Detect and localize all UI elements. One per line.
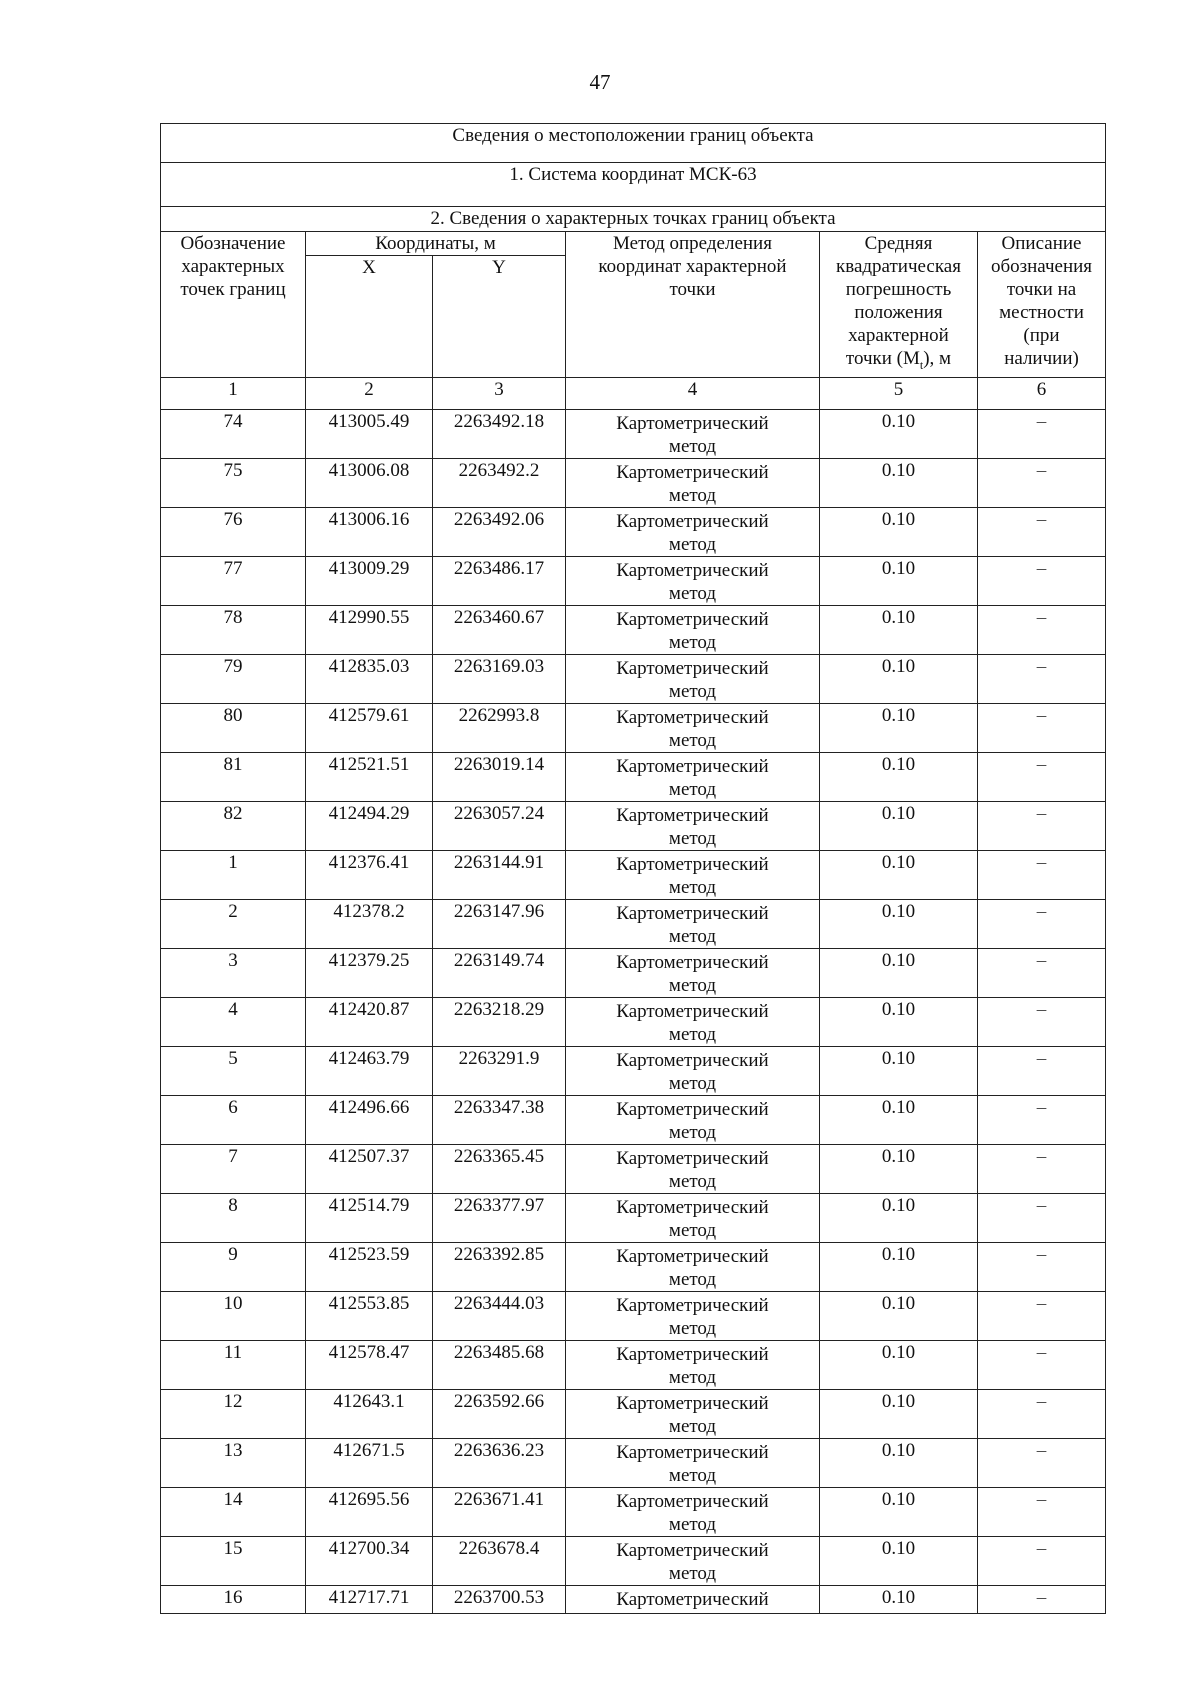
coord-x: 412523.59 [306, 1242, 433, 1291]
error: 0.10 [820, 801, 978, 850]
table-row [161, 507, 1106, 556]
points-title: 2. Сведения о характерных точках границ объекта [161, 207, 1106, 232]
description: – [978, 801, 1106, 850]
coord-x: 413009.29 [306, 556, 433, 605]
method: Картометрический метод [566, 1438, 820, 1487]
table-row [161, 752, 1106, 801]
description: – [978, 703, 1106, 752]
method: Картометрический метод [566, 1291, 820, 1340]
description: – [978, 899, 1106, 948]
point-number: 8 [161, 1193, 306, 1242]
column-number: 6 [978, 377, 1106, 409]
table-row [161, 1438, 1106, 1487]
method: Картометрический метод [566, 1193, 820, 1242]
error: 0.10 [820, 605, 978, 654]
method: Картометрический метод [566, 1487, 820, 1536]
coord-x: 412700.34 [306, 1536, 433, 1585]
column-number: 2 [306, 377, 433, 409]
table-row [161, 458, 1106, 507]
error: 0.10 [820, 1242, 978, 1291]
point-number: 76 [161, 507, 306, 556]
point-number: 80 [161, 703, 306, 752]
description: – [978, 605, 1106, 654]
table-title-row [161, 124, 1106, 163]
point-number: 78 [161, 605, 306, 654]
table-row [161, 1389, 1106, 1438]
column-number: 5 [820, 377, 978, 409]
coord-y: 2263147.96 [433, 899, 566, 948]
coord-x: 412514.79 [306, 1193, 433, 1242]
coord-x: 412671.5 [306, 1438, 433, 1487]
coord-y: 2263492.06 [433, 507, 566, 556]
table-row [161, 850, 1106, 899]
error: 0.10 [820, 1389, 978, 1438]
point-number: 82 [161, 801, 306, 850]
method: Картометрический метод [566, 1046, 820, 1095]
header-y: Y [433, 256, 566, 377]
error: 0.10 [820, 1487, 978, 1536]
error: 0.10 [820, 409, 978, 458]
coord-y: 2263492.18 [433, 409, 566, 458]
coord-y: 2263291.9 [433, 1046, 566, 1095]
description: – [978, 1487, 1106, 1536]
header-designation: Обозначение характерных точек границ [161, 232, 306, 378]
table-row [161, 409, 1106, 458]
description: – [978, 556, 1106, 605]
point-number: 13 [161, 1438, 306, 1487]
boundary-points-table [160, 123, 1106, 1614]
coord-y: 2263444.03 [433, 1291, 566, 1340]
coord-y: 2263460.67 [433, 605, 566, 654]
method: Картометрический метод [566, 1095, 820, 1144]
error: 0.10 [820, 1046, 978, 1095]
method: Картометрический метод [566, 507, 820, 556]
method: Картометрический метод [566, 752, 820, 801]
error: 0.10 [820, 997, 978, 1046]
table-row [161, 1046, 1106, 1095]
table-row [161, 1144, 1106, 1193]
header-method: Метод определения координат характерной точки [566, 232, 820, 378]
coord-y: 2263671.41 [433, 1487, 566, 1536]
method: Картометрический метод [566, 605, 820, 654]
description: – [978, 752, 1106, 801]
table-row [161, 1291, 1106, 1340]
point-number: 2 [161, 899, 306, 948]
method: Картометрический метод [566, 556, 820, 605]
header-coordinates: Координаты, м [306, 232, 566, 256]
table-row [161, 654, 1106, 703]
column-number: 4 [566, 377, 820, 409]
method: Картометрический метод [566, 1340, 820, 1389]
header-error [820, 232, 978, 378]
table-row [161, 997, 1106, 1046]
coord-x: 412420.87 [306, 997, 433, 1046]
point-number: 5 [161, 1046, 306, 1095]
description: – [978, 458, 1106, 507]
coord-x: 412379.25 [306, 948, 433, 997]
coord-y: 2263019.14 [433, 752, 566, 801]
error: 0.10 [820, 458, 978, 507]
table-row [161, 801, 1106, 850]
table-row [161, 605, 1106, 654]
description: – [978, 1242, 1106, 1291]
coord-y: 2263392.85 [433, 1242, 566, 1291]
table-row [161, 1193, 1106, 1242]
table-row [161, 1242, 1106, 1291]
description: – [978, 1389, 1106, 1438]
method: Картометрический метод [566, 801, 820, 850]
method: Картометрический метод [566, 948, 820, 997]
point-number: 81 [161, 752, 306, 801]
point-number: 16 [161, 1585, 306, 1613]
point-number: 3 [161, 948, 306, 997]
method: Картометрический метод [566, 1144, 820, 1193]
coord-x: 412990.55 [306, 605, 433, 654]
coord-x: 412578.47 [306, 1340, 433, 1389]
point-number: 10 [161, 1291, 306, 1340]
description: – [978, 1144, 1106, 1193]
coord-y: 2263492.2 [433, 458, 566, 507]
description: – [978, 1193, 1106, 1242]
coord-y: 2263057.24 [433, 801, 566, 850]
coord-y: 2263678.4 [433, 1536, 566, 1585]
coord-x: 412494.29 [306, 801, 433, 850]
point-number: 79 [161, 654, 306, 703]
table-row [161, 948, 1106, 997]
coord-x: 412376.41 [306, 850, 433, 899]
point-number: 11 [161, 1340, 306, 1389]
method: Картометрический метод [566, 1389, 820, 1438]
description: – [978, 997, 1106, 1046]
error: 0.10 [820, 850, 978, 899]
method: Картометрический метод [566, 703, 820, 752]
description: – [978, 1340, 1106, 1389]
coord-x: 412507.37 [306, 1144, 433, 1193]
coord-y: 2263485.68 [433, 1340, 566, 1389]
coord-y: 2263377.97 [433, 1193, 566, 1242]
header-description: Описание обозначения точки на местности (при наличии) [978, 232, 1106, 378]
error: 0.10 [820, 1536, 978, 1585]
table-row [161, 556, 1106, 605]
point-number: 74 [161, 409, 306, 458]
method: Картометрический метод [566, 654, 820, 703]
points-title-row [161, 207, 1106, 232]
error: 0.10 [820, 899, 978, 948]
coord-x: 412717.71 [306, 1585, 433, 1613]
method: Картометрический метод [566, 1242, 820, 1291]
table-title: Сведения о местоположении границ объекта [161, 124, 1106, 163]
coord-y: 2263144.91 [433, 850, 566, 899]
error: 0.10 [820, 1144, 978, 1193]
coord-y: 2263592.66 [433, 1389, 566, 1438]
method: Картометрический метод [566, 458, 820, 507]
method: Картометрический [566, 1585, 820, 1613]
method: Картометрический метод [566, 409, 820, 458]
coord-x: 412553.85 [306, 1291, 433, 1340]
method: Картометрический метод [566, 1536, 820, 1585]
coord-y: 2263218.29 [433, 997, 566, 1046]
error: 0.10 [820, 556, 978, 605]
point-number: 7 [161, 1144, 306, 1193]
description: – [978, 1291, 1106, 1340]
column-numbers-row [161, 377, 1106, 409]
error: 0.10 [820, 507, 978, 556]
coord-y: 2263149.74 [433, 948, 566, 997]
header-row [161, 232, 1106, 256]
description: – [978, 1046, 1106, 1095]
error: 0.10 [820, 752, 978, 801]
coord-x: 412695.56 [306, 1487, 433, 1536]
description: – [978, 1438, 1106, 1487]
coord-x: 412579.61 [306, 703, 433, 752]
coord-y: 2263700.53 [433, 1585, 566, 1613]
description: – [978, 409, 1106, 458]
error: 0.10 [820, 1438, 978, 1487]
description: – [978, 1536, 1106, 1585]
description: – [978, 654, 1106, 703]
point-number: 12 [161, 1389, 306, 1438]
error: 0.10 [820, 1340, 978, 1389]
coord-y: 2263169.03 [433, 654, 566, 703]
coord-x: 413006.08 [306, 458, 433, 507]
point-number: 6 [161, 1095, 306, 1144]
coord-y: 2263636.23 [433, 1438, 566, 1487]
error: 0.10 [820, 1095, 978, 1144]
table-row [161, 1536, 1106, 1585]
error: 0.10 [820, 703, 978, 752]
column-number: 3 [433, 377, 566, 409]
coord-y: 2263347.38 [433, 1095, 566, 1144]
error: 0.10 [820, 1585, 978, 1613]
table-row [161, 1340, 1106, 1389]
description: – [978, 507, 1106, 556]
description: – [978, 948, 1106, 997]
point-number: 14 [161, 1487, 306, 1536]
point-number: 77 [161, 556, 306, 605]
method: Картометрический метод [566, 899, 820, 948]
table-row [161, 899, 1106, 948]
coordinate-system: 1. Система координат МСК-63 [161, 163, 1106, 207]
coord-x: 412378.2 [306, 899, 433, 948]
error: 0.10 [820, 654, 978, 703]
column-number: 1 [161, 377, 306, 409]
method: Картометрический метод [566, 997, 820, 1046]
point-number: 1 [161, 850, 306, 899]
coord-x: 413005.49 [306, 409, 433, 458]
table-row [161, 1585, 1106, 1613]
page-number: 47 [589, 70, 611, 94]
header-error-text: Средняя квадратическая погрешность положения характерной точки $(M_t)$, м [836, 233, 961, 372]
error: 0.10 [820, 1291, 978, 1340]
table-row [161, 703, 1106, 752]
coord-x: 412463.79 [306, 1046, 433, 1095]
error: 0.10 [820, 1193, 978, 1242]
coord-x: 412521.51 [306, 752, 433, 801]
coordinate-system-row [161, 163, 1106, 207]
point-number: 15 [161, 1536, 306, 1585]
coord-x: 413006.16 [306, 507, 433, 556]
coord-x: 412835.03 [306, 654, 433, 703]
header-x: X [306, 256, 433, 377]
coord-x: 412643.1 [306, 1389, 433, 1438]
error: 0.10 [820, 948, 978, 997]
coord-y: 2262993.8 [433, 703, 566, 752]
description: – [978, 1585, 1106, 1613]
point-number: 4 [161, 997, 306, 1046]
coord-x: 412496.66 [306, 1095, 433, 1144]
point-number: 75 [161, 458, 306, 507]
description: – [978, 850, 1106, 899]
coord-y: 2263365.45 [433, 1144, 566, 1193]
description: – [978, 1095, 1106, 1144]
coord-y: 2263486.17 [433, 556, 566, 605]
method: Картометрический метод [566, 850, 820, 899]
point-number: 9 [161, 1242, 306, 1291]
table-row [161, 1487, 1106, 1536]
table-row [161, 1095, 1106, 1144]
